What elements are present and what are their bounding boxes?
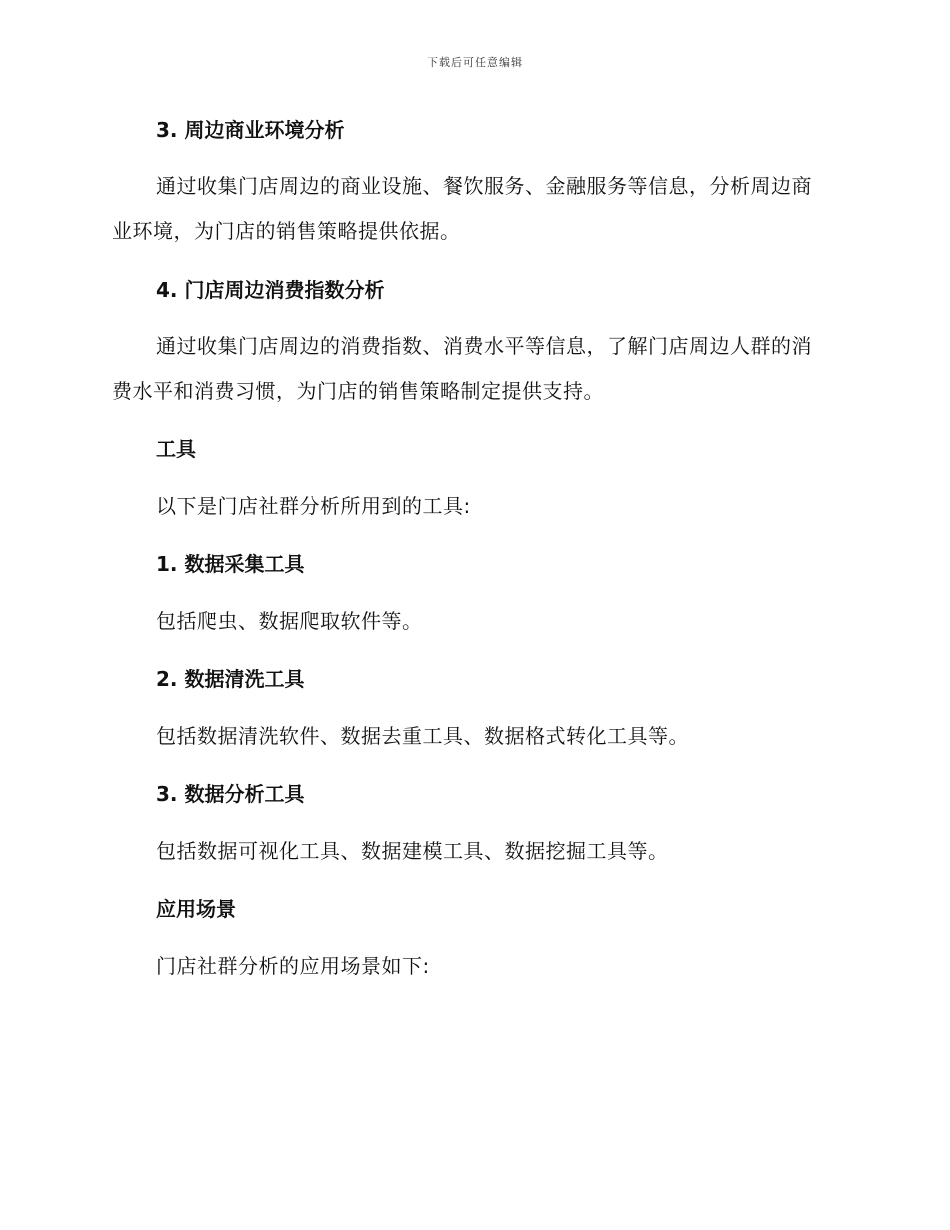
- header-note: 下载后可任意编辑: [427, 56, 523, 69]
- paragraph-tools-intro: 以下是门店社群分析所用到的工具:: [156, 494, 471, 518]
- section-consumption-body: [112, 324, 832, 414]
- section-tools-intro: [112, 492, 832, 520]
- section-collect-body: [112, 607, 832, 635]
- heading-consumption: 4. 门店周边消费指数分析: [156, 278, 385, 302]
- paragraph-scenes-intro: 门店社群分析的应用场景如下:: [156, 954, 430, 978]
- section-tools: [112, 435, 832, 463]
- section-commerce-body: [112, 164, 832, 254]
- section-analyze-body: [112, 837, 832, 865]
- paragraph-clean: 包括数据清洗软件、数据去重工具、数据格式转化工具等。: [156, 724, 689, 748]
- section-scenes-intro: [112, 952, 832, 980]
- paragraph-collect: 包括爬虫、数据爬取软件等。: [156, 609, 423, 633]
- section-clean-body: [112, 722, 832, 750]
- section-consumption: [112, 276, 832, 304]
- heading-clean: 2. 数据清洗工具: [156, 667, 305, 691]
- section-collect: [112, 550, 832, 578]
- heading-commerce: 3. 周边商业环境分析: [156, 118, 345, 142]
- paragraph-consumption: 通过收集门店周边的消费指数、消费水平等信息，了解门店周边人群的消费水平和消费习惯，为门店的销售策略制定提供支持。: [112, 334, 812, 403]
- heading-scenes: 应用场景: [156, 897, 236, 921]
- section-commerce: [112, 116, 832, 144]
- heading-tools: 工具: [156, 437, 196, 461]
- section-clean: [112, 665, 832, 693]
- section-analyze: [112, 780, 832, 808]
- heading-collect: 1. 数据采集工具: [156, 552, 305, 576]
- paragraph-commerce: 通过收集门店周边的商业设施、餐饮服务、金融服务等信息，分析周边商业环境，为门店的销售策略提供依据。: [112, 174, 812, 243]
- section-scenes: [112, 895, 832, 923]
- paragraph-analyze: 包括数据可视化工具、数据建模工具、数据挖掘工具等。: [156, 839, 669, 863]
- heading-analyze: 3. 数据分析工具: [156, 782, 305, 806]
